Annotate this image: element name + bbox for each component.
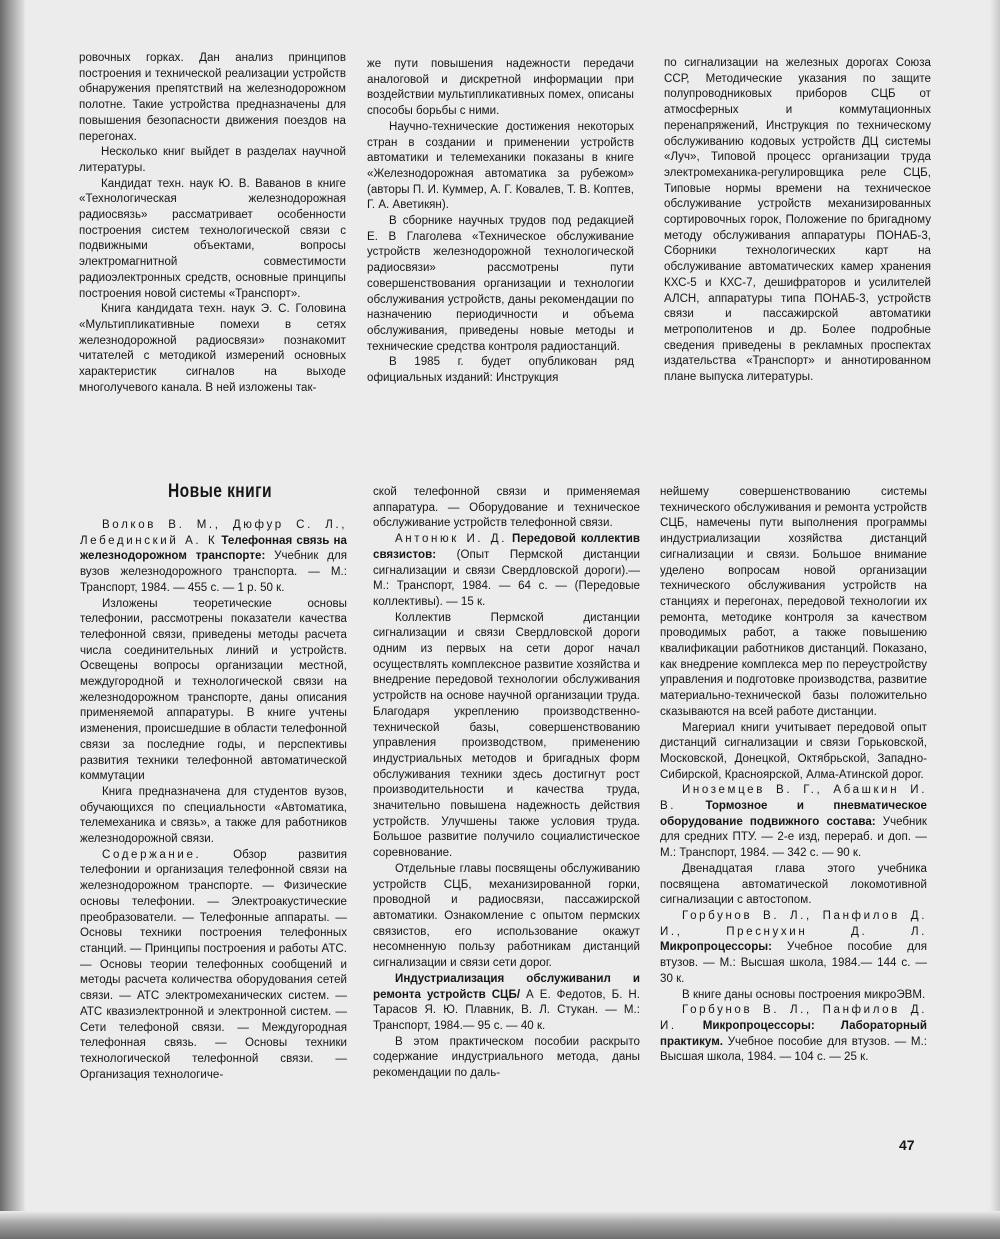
book-imprint: Учебник для средних ПТУ. — 2-е изд, перераб. и доп. — М.: Транспорт, 1984. — 342 с. — 90 к.: [660, 815, 927, 860]
book-authors: Иноземцев В. Г., Абашкин И. В.: [660, 784, 927, 813]
paragraph: В этом практическом пособии раскрыто содержание индустриального метода, даны рекомендации по даль-: [373, 1035, 640, 1080]
contents-label: Содержание.: [102, 848, 202, 861]
book-entry: [80, 518, 347, 597]
book-authors: Горбунов В. Л., Панфилов Д. И.: [660, 1004, 927, 1032]
paragraph: В книге даны основы построения микроЭВМ.: [682, 988, 926, 1001]
paragraph: В сборнике научных трудов под редакцией Е. В Глаголева «Техническое обслуживание устройств железнодорожной технологической радиосвязи» рассмотрены пути совершенствования организации и технологии обслуживания устройств, даны рекомендации по назначению периодичности и объема обслуживания, приведены новые методы и технические средства контроля радиостанций.: [367, 215, 634, 353]
book-entry: [373, 532, 640, 611]
paragraph: ской телефонной связи и применяемая аппаратура. — Оборудование и техническое обслуживание устройств телефонной связи.: [373, 486, 640, 530]
book-entry: [373, 972, 640, 1035]
paragraph: Научно-технические достижения некоторых стран в создании и применении устройств автоматики и телемеханики показаны в книге «Железнодорожная автоматика за рубежом» (авторы П. И. Куммер, А. Г. Ковалев, Т. В. Коптев, Г. А. Аветикян).: [367, 120, 634, 212]
paragraph: Двенадцатая глава этого учебника посвящена автоматической локомотивной сигнализации с автостопом.: [660, 862, 927, 907]
paragraph: В 1985 г. будет опубликован ряд официальных изданий: Инструкция: [367, 356, 634, 385]
bottom-column-3: [660, 485, 927, 1066]
paragraph: Книга предназначена для студентов вузов, обучающихся по специальности «Автоматика, телемеханика и связь», а также для работников железнодорожной связи.: [80, 785, 347, 846]
book-title: Индустриализация обслуживанил и ремонта устройств СЦБ/: [373, 972, 640, 1001]
paragraph: же пути повышения надежности передачи аналоговой и дискретной информации при воздействии мультипликативных помех, описаны способы борьбы с ними.: [367, 58, 634, 118]
top-column-2: [367, 57, 634, 387]
paragraph: Отдельные главы посвящены обслуживанию устройств СЦБ, механизированной горки, проводной и радиосвязи, пассажирской автоматики. Ознакомление с опытом пермских связистов, его использование окажут несомненную пользу работникам дистанций сигнализации и связи сети дорог.: [373, 862, 640, 970]
paragraph: по сигнализации на железных дорогах Союза ССР, Методические указания по защите полупроводниковых приборов СЦБ от атмосферных и коммутационных перенапряжений, Инструкция по техническому обслуживанию кодовых устройств ДЦ системы «Луч», Типовой процесс организации труда электромеханика-регулировщика реле СЦБ, Типовые нормы времени на техническое обслуживание устройств механизированных сортировочных горок, Положение по бригадному методу обслуживания аппаратуры ПОНАБ-3, Сборники технологических карт на обслуживание автоматических камер хранения КХС-5 и КХС-7, дешифраторов и усилителей АЛСН, аппаратуры типа ПОНАБ-3, устройств связи и пассажирской автоматики метрополитенов и др. Более подробные сведения приведены в рекламных проспектах издательства «Транспорт» и аннотированном плане выпуска литературы.: [664, 57, 931, 384]
page-shadow-bottom: [0, 1211, 1000, 1239]
contents-paragraph: [80, 848, 347, 1084]
book-authors: Волков В. М., Дюфур С. Л., Лебединский А. К: [80, 519, 347, 547]
paragraph: Несколько книг выйдет в разделах научной литературы.: [79, 146, 346, 174]
top-column-3: [664, 56, 931, 386]
page-number: 47: [899, 1137, 915, 1153]
bottom-column-2: [373, 485, 640, 1082]
paragraph: Коллектив Пермской дистанции сигнализации и связи Свердловской дороги одним из первых на сети дорог начал осуществлять комплексное развитие хозяйства и внедрение передовой технологии обслуживания устройств на основе научной организации труда. Благодаря укреплению производственно-технической базы, совершенствованию управления производством, применению индустриальных методов и бригадных форм обслуживания техники здесь достигнут рост производительности и качества труда, значительно повышена надежность действия устройств. Улучшены также условия труда. Большое развитие получило социалистическое соревнование.: [373, 611, 640, 860]
book-imprint: Учебник для вузов железнодорожного транспорта. — М.: Транспорт, 1984. — 455 с. — 1 р. 50 к.: [80, 550, 348, 594]
book-authors: Антонюк И. Д.: [395, 533, 508, 546]
book-entry: [660, 1003, 927, 1066]
book-imprint: Учебное пособие для втузов. — М.: Высшая школа, 1984.— 144 с. — 30 к.: [660, 941, 927, 985]
book-entry: [660, 909, 927, 988]
book-title: Микропроцессоры: Лабораторный практикум.: [660, 1019, 927, 1048]
paragraph: Изложены теоретические основы телефонии, рассмотрены показатели качества телефонной связи, приведены методы расчета числа соединительных линий и устройств. Освещены вопросы организации местной, междугородной и технологической связи на железнодорожном транспорте, даны описания применяемой аппаратуры. В книге учтены изменения, происшедшие в области телефонной связи за последние годы, и перспективы развития техники телефонной автоматической коммутации: [80, 597, 347, 783]
page-shadow-left: [0, 0, 26, 1239]
book-imprint: А Е. Федотов, Б. Н. Тарасов Я. Ю. Плавник, В. Л. Стукан. — М.: Транспорт, 1984.— 95 с. — 40 к.: [373, 988, 640, 1032]
book-title: Тормозное и пневматическое оборудование подвижного состава:: [660, 800, 927, 828]
section-heading: Новые книги: [168, 481, 273, 502]
book-imprint: Учебное пособие для втузов. — М.: Высшая школа, 1984. — 104 с. — 25 к.: [660, 1035, 927, 1064]
top-column-1: [79, 51, 346, 396]
paragraph: ровочных горках. Дан анализ принципов построения и технической реализации устройств обнаружения препятствий на железнодорожном полотне. Такие устройства предназначены для повышения безопасности движения поездов на перегонах.: [79, 52, 346, 143]
book-title: Микропроцессоры:: [660, 941, 773, 954]
book-title: Телефонная связь на железнодорожном транспорте:: [80, 534, 347, 563]
book-imprint: (Опыт Пермской дистанции сигнализации и связи Свердловской дороги).— М.: Транспорт, 1984. — 64 с. — (Передовые коллективы). — 15 к.: [373, 548, 641, 608]
book-authors: Горбунов В. Л., Панфилов Д. И., Преснухин Д. Л.: [660, 909, 927, 938]
book-title: Передовой коллектив связистов:: [373, 533, 641, 561]
bottom-column-1: [80, 518, 347, 1083]
paragraph: Магериал книги учитывает передовой опыт дистанций сигнализации и связи Горьковской, Московской, Донецкой, Октябрьской, Западно-Сибирской, Красноярской, Алма-Атинской дорог.: [660, 721, 927, 781]
contents-text: Обзор развития телефонии и организация телефонной связи на железнодорожном транспорте. — Физические основы телефонии. — Электроакустические преобразователи. — Телефонные аппараты. — Основы техники построения телефонных станций. — Принципы построения и работы АТС. — Основы теории телефонных сообщений и методы расчета количества оборудования сетей связи. — АТС электромеханических систем. — АТС квазиэлектронной и электронной систем. — Сети телефоной связи. — Междугородная телефонная связь. — Основы техники технологической телефонной связи. — Организация технологиче-: [80, 848, 348, 1081]
paragraph: Книга кандидата техн. наук Э. С. Головина «Мультипликативные помехи в сетях железнодорожной радиосвязи» познакомит читателей с методикой измерений основных характеристик сигналов на выходе многолучевого канала. В ней изложены так-: [79, 303, 346, 394]
page-shadow-right: [990, 0, 1000, 1239]
paragraph: нейшему совершенствованию системы технического обслуживания и ремонта устройств СЦБ, намечены пути выполнения программы индустриализации хозяйства дистанций сигнализации и связи. Большое внимание уделено вопросам новой организации технического обслуживания устройств на станциях и перегонах, передовой технологии их ремонта, методике контроля за качеством проводимых работ, а также повышению квалификации работников дистанций. Показано, как внедрение комплекса мер по переустройству управления и подготовке производства, развитие материально-технической базы положительно сказываются на всей работе дистанции.: [660, 486, 927, 718]
paragraph: Кандидат техн. наук Ю. В. Ваванов в книге «Технологическая железнодорожная радиосвязь» рассматривает особенности построения систем технологической связи с подвижными объектами, вопросы электромагнитной совместимости радиоэлектронных средств, основные принципы построения новой системы «Транспорт».: [79, 177, 346, 300]
book-entry: [660, 783, 927, 862]
